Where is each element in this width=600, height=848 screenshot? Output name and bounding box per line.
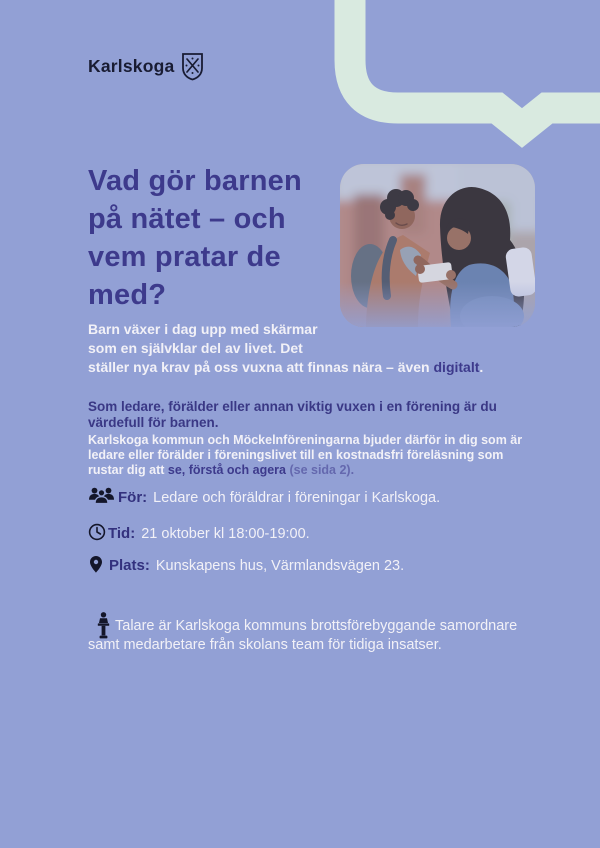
intro-line: Barn växer i dag upp med skärmar [88,321,318,337]
intro-highlight: digitalt [433,359,480,375]
invite-section [88,399,538,477]
invite-emphasis-line: Som ledare, förälder eller annan viktig vuxen i en förening är du [88,399,497,414]
detail-row-time [88,523,310,542]
invite-emphasis [88,399,538,431]
invite-body [88,433,538,477]
page-title-line: på nätet – och [88,203,286,235]
detail-row-audience [88,486,440,506]
invite-text: rustar dig att [88,462,168,477]
intro-paragraph [88,320,528,377]
location-icon [90,556,102,573]
speech-bubble-icon [330,0,600,155]
clock-icon [88,523,106,541]
page-title-line: vem pratar de [88,241,281,273]
detail-label: Plats: [109,557,150,574]
intro-line: som en självklar del av livet. Det [88,340,303,356]
page-title [88,162,358,314]
page-title-line: Vad gör barnen [88,165,302,197]
people-icon [88,486,115,504]
invite-body-line: Karlskoga kommun och Möckelnföreningarna bjuder därför in dig som är [88,433,523,447]
detail-label: Tid: [108,525,136,542]
detail-label: För: [118,489,148,506]
invite-note: (se sida 2). [285,462,355,477]
intro-line [88,358,528,377]
intro-text: . [479,359,484,375]
invite-body-line [88,463,538,478]
logo-text: Karlskoga [88,56,175,76]
intro-text: ställer nya krav på oss vuxna att finnas nära – även [88,359,434,375]
logo-shield-icon [181,52,204,81]
speaker-note: Talare är Karlskoga kommuns brottsförebyggande samordnare samt medarbetare från skolans team för tidiga insatser. [88,618,518,653]
detail-value: Kunskapens hus, Värmlandsvägen 23. [155,558,405,574]
invite-highlight: se, förstå och agera [167,462,286,477]
logo [88,52,204,81]
invite-body-line: ledare eller förälder i föreningslivet till en kostnadsfri föreläsning som [88,447,504,462]
page-title-line: med? [88,279,167,311]
children-photo [340,164,535,327]
detail-row-location [88,556,404,574]
detail-value: Ledare och föräldrar i föreningar i Karlskoga. [153,490,441,506]
detail-value: 21 oktober kl 18:00-19:00. [141,526,310,542]
invite-emphasis-line: värdefull för barnen. [88,415,219,430]
